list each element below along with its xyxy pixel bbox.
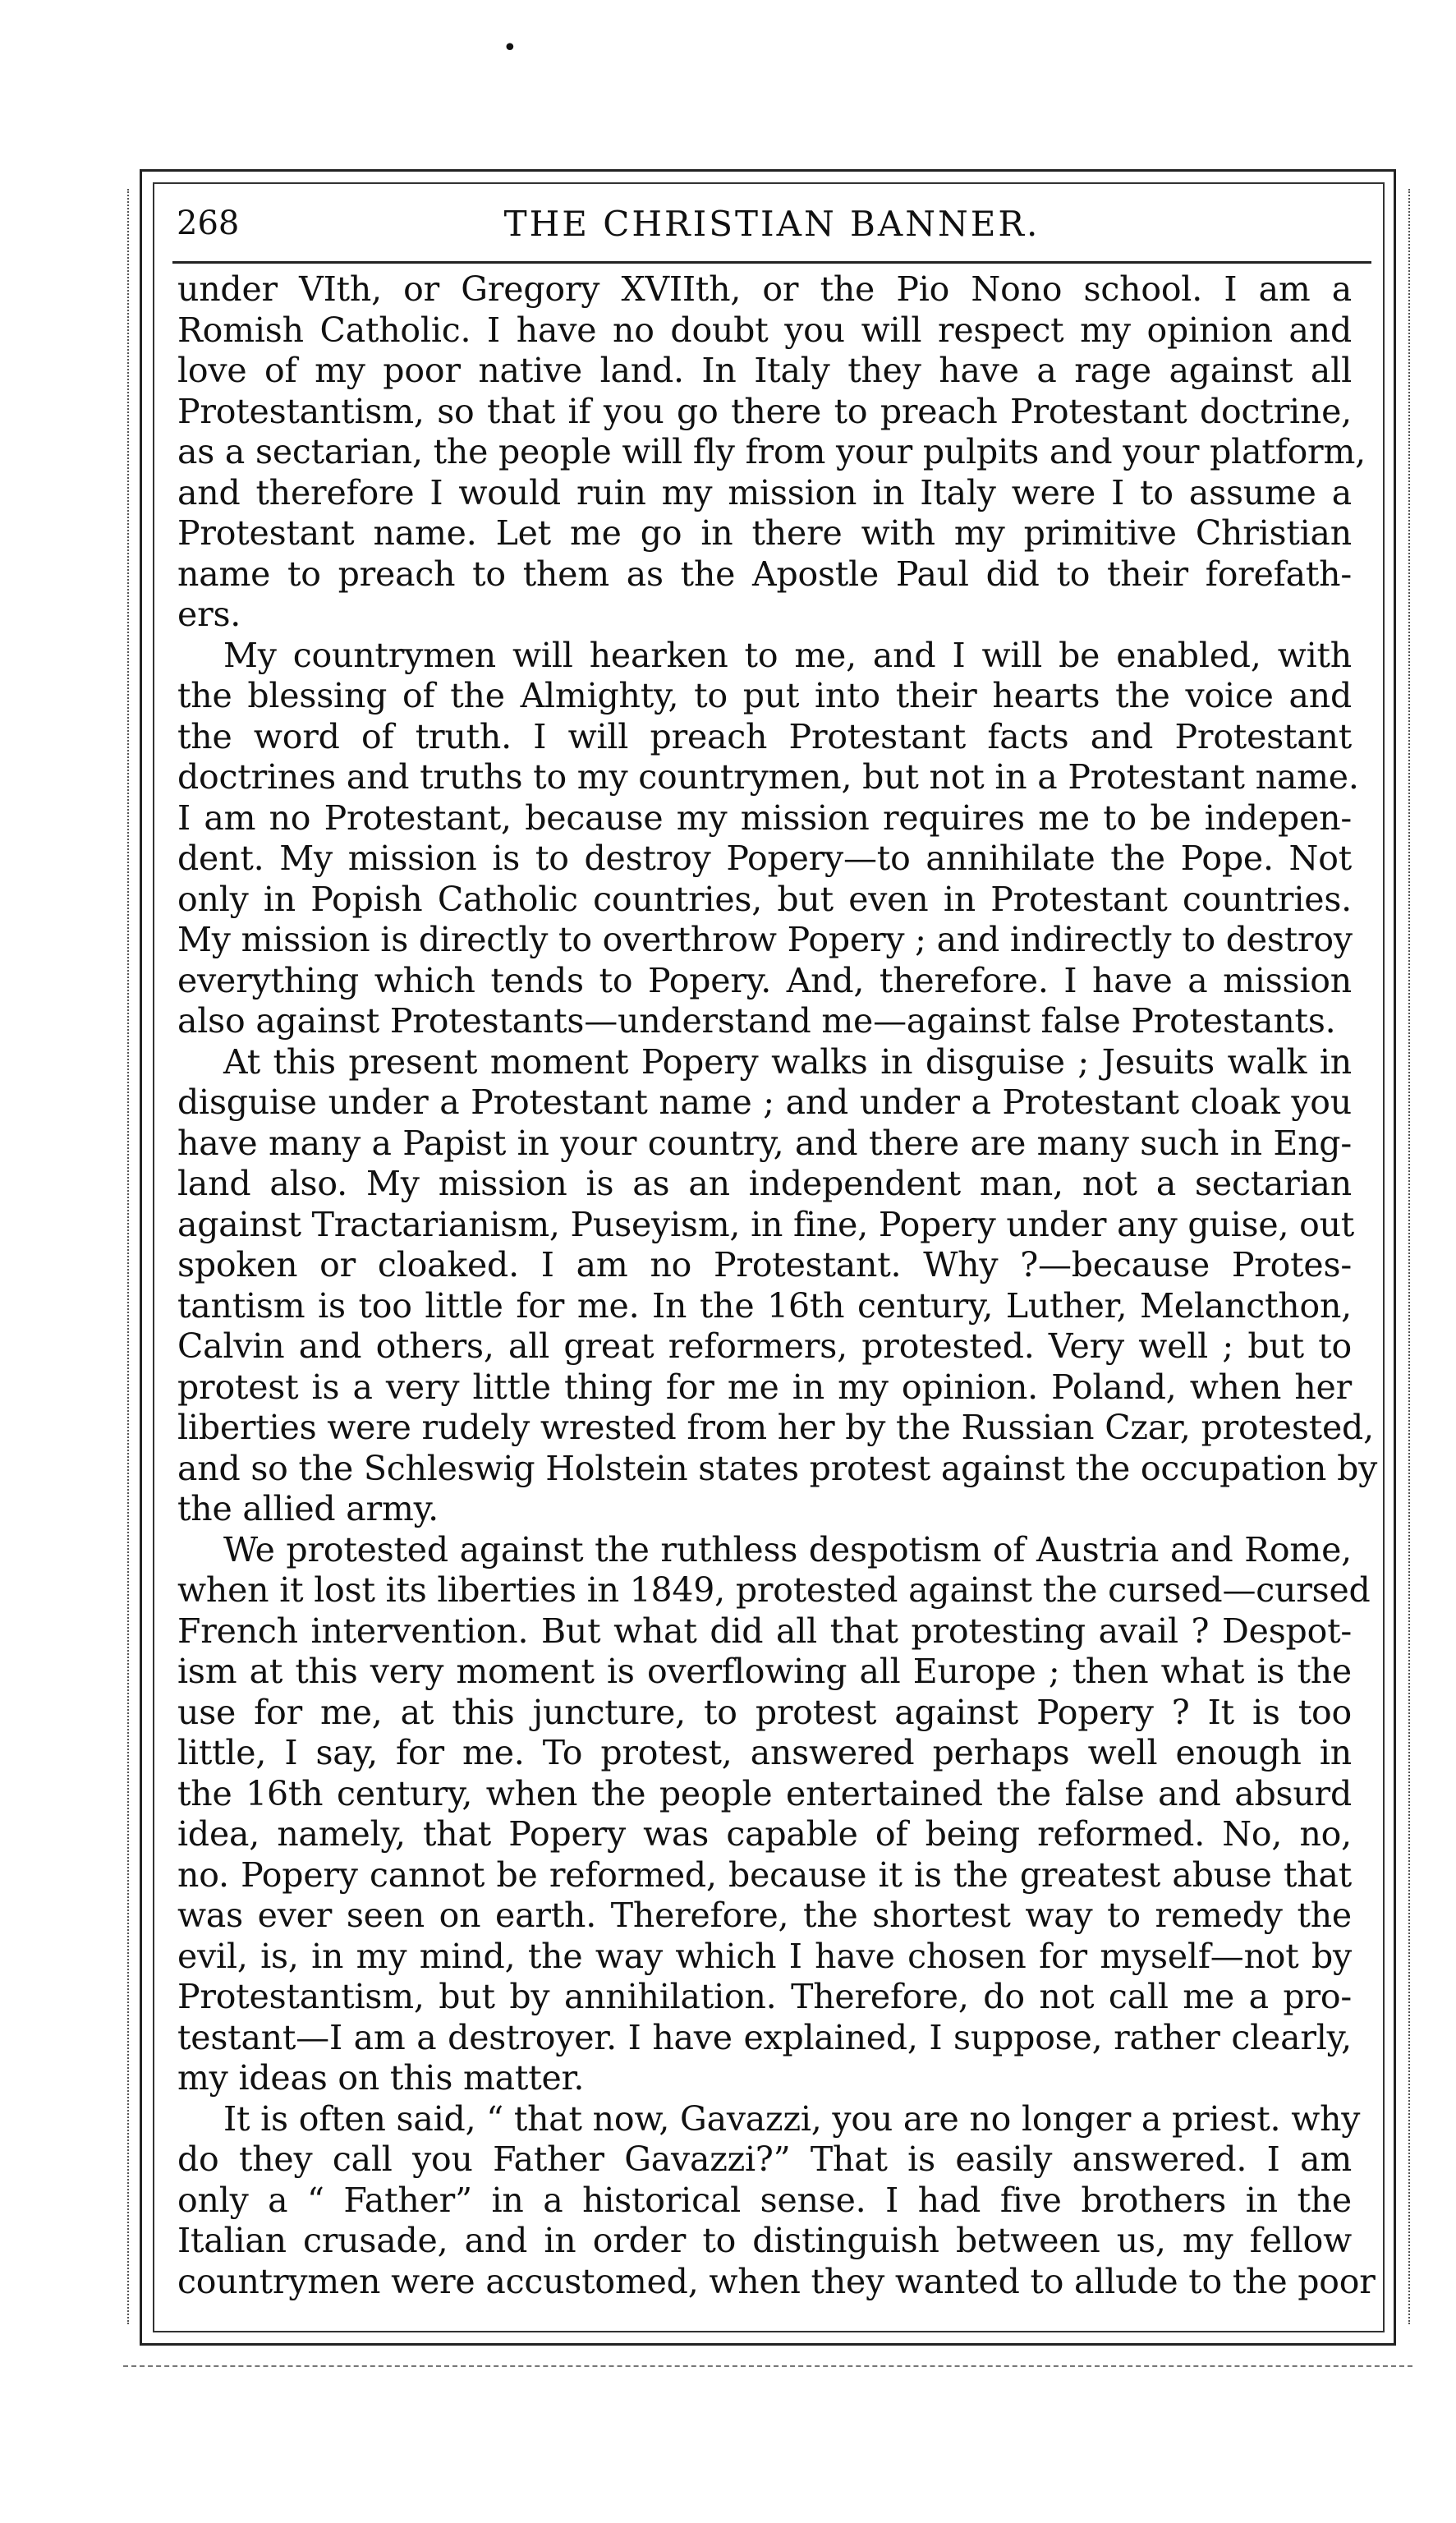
text-line: love of my poor native land. In Italy they have a rage against all [177, 351, 1352, 390]
right-margin-rule [1408, 189, 1412, 2324]
text-line: idea, namely, that Popery was capable of being reformed. No, no, [177, 1814, 1352, 1854]
text-line: ers. [177, 595, 241, 634]
text-line: Protestant name. Let me go in there with my primitive Christian [177, 513, 1352, 553]
text-line: At this present moment Popery walks in disguise ; Jesuits walk in [223, 1041, 1352, 1082]
text-line: Calvin and others, all great reformers, protested. Very well ; but to [177, 1326, 1352, 1366]
text-line: against Tractarianism, Puseyism, in fine, Popery under any guise, out [177, 1204, 1355, 1244]
running-title: THE CHRISTIAN BANNER. [503, 203, 1040, 244]
text-line: testant—I am a destroyer. I have explained, I suppose, rather clearly, [177, 2017, 1352, 2057]
text-line: My countrymen will hearken to me, and I will be enabled, with [223, 635, 1352, 675]
paragraph [177, 269, 1366, 636]
text-line: Italian crusade, and in order to distinguish between us, my fellow [177, 2221, 1352, 2260]
text-line: name to preach to them as the Apostle Paul did to their forefath- [177, 554, 1352, 594]
text-line: use for me, at this juncture, to protest against Popery ? It is too [177, 1692, 1352, 1732]
page-number: 268 [177, 205, 240, 242]
text-line: ism at this very moment is overflowing all Europe ; then what is the [177, 1652, 1352, 1691]
text-line: I am no Protestant, because my mission requires me to be indepen- [177, 797, 1352, 838]
text-line: dent. My mission is to destroy Popery—to annihilate the Pope. Not [177, 839, 1352, 878]
text-line: have many a Papist in your country, and there are many such in Eng- [177, 1123, 1352, 1163]
text-line: liberties were rudely wrested from her by the Russian Czar, protested, [177, 1408, 1374, 1447]
text-line: the 16th century, when the people entertained the false and absurd [177, 1773, 1352, 1813]
paragraph [177, 1041, 1378, 1530]
text-line: Romish Catholic. I have no doubt you will respect my opinion and [177, 310, 1352, 350]
text-line: doctrines and truths to my countrymen, but not in a Protestant name. [177, 757, 1359, 797]
text-line: spoken or cloaked. I am no Protestant. Why ?—because Protes- [177, 1245, 1352, 1284]
text-line: everything which tends to Popery. And, therefore. I have a mission [177, 960, 1352, 1000]
paragraph [177, 2098, 1376, 2303]
text-line: We protested against the ruthless despotism of Austria and Rome, [223, 1529, 1352, 1569]
page-header [177, 197, 1367, 250]
text-line: French intervention. But what did all that protesting avail ? Despot- [177, 1611, 1352, 1651]
text-line: only in Popish Catholic countries, but even in Protestant countries. [177, 879, 1352, 919]
text-line: countrymen were accustomed, when they wanted to allude to the poor [177, 2261, 1376, 2301]
text-line: evil, is, in my mind, the way which I have chosen for myself—not by [177, 1936, 1352, 1976]
paragraph [177, 1529, 1371, 2099]
text-line: tantism is too little for me. In the 16th century, Luther, Melancthon, [177, 1285, 1352, 1326]
text-line: as a sectarian, the people will fly from your pulpits and your platform, [177, 432, 1366, 471]
text-line: and therefore I would ruin my mission in Italy were I to assume a [177, 472, 1352, 512]
text-line: was ever seen on earth. Therefore, the shortest way to remedy the [177, 1896, 1352, 1935]
text-line: My mission is directly to overthrow Popery ; and indirectly to destroy [177, 920, 1353, 959]
text-line: Protestantism, so that if you go there to preach Protestant doctrine, [177, 391, 1352, 431]
bottom-dashed-rule [123, 2365, 1412, 2367]
paragraph [177, 635, 1359, 1042]
text-line: It is often said, “ that now, Gavazzi, you are no longer a priest. why [223, 2098, 1361, 2139]
text-line: under VIth, or Gregory XVIIth, or the Pio Nono school. I am a [177, 269, 1352, 309]
text-line: when it lost its liberties in 1849, protested against the cursed—cursed [177, 1570, 1371, 1610]
article-text [177, 269, 1378, 2302]
text-line: no. Popery cannot be reformed, because it is the greatest abuse that [177, 1854, 1352, 1895]
text-line: my ideas on this matter. [177, 2058, 585, 2098]
text-line: little, I say, for me. To protest, answered perhaps well enough in [177, 1733, 1352, 1772]
text-line: only a “ Father” in a historical sense. I had five brothers in the [177, 2180, 1352, 2220]
text-line: protest is a very little thing for me in my opinion. Poland, when her [177, 1367, 1352, 1407]
left-margin-rule [127, 189, 131, 2324]
text-line: and so the Schleswig Holstein states protest against the occupation by [177, 1448, 1378, 1488]
text-line: also against Protestants—understand me—against false Protestants. [177, 1001, 1336, 1041]
text-line: Protestantism, but by annihilation. Therefore, do not call me a pro- [177, 1977, 1352, 2016]
text-line: the allied army. [177, 1489, 439, 1528]
text-line: do they call you Father Gavazzi?” That is easily answered. I am [177, 2139, 1352, 2179]
printer-mark: • [503, 34, 517, 62]
header-rule [172, 261, 1371, 264]
text-line: the blessing of the Almighty, to put into their hearts the voice and [177, 676, 1352, 715]
text-line: the word of truth. I will preach Protestant facts and Protestant [177, 716, 1352, 756]
text-line: land also. My mission is as an independent man, not a sectarian [177, 1164, 1352, 1203]
text-line: disguise under a Protestant name ; and under a Protestant cloak you [177, 1082, 1352, 1122]
